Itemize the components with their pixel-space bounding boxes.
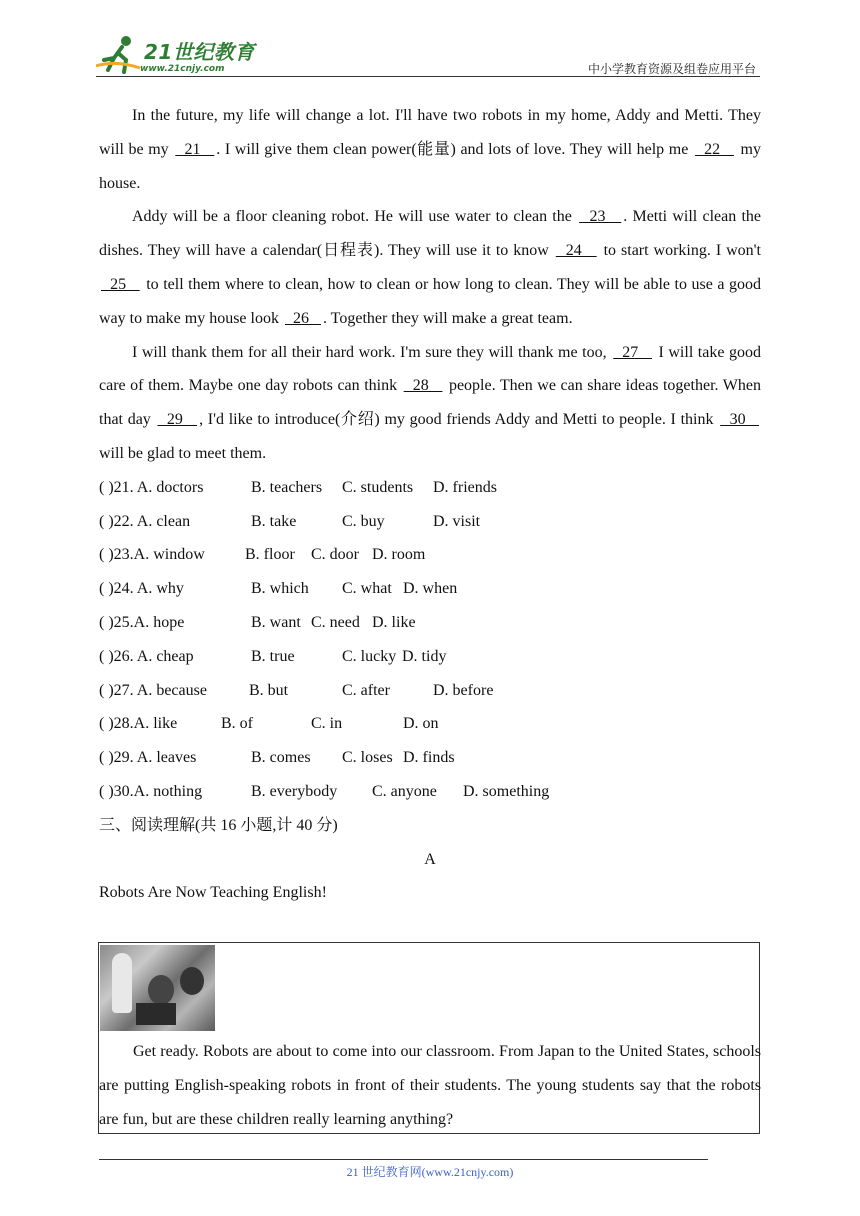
classroom-robot-photo <box>100 945 215 1031</box>
option-d: D. tidy <box>402 647 447 665</box>
passage-label: A <box>424 850 436 868</box>
passage-paragraph: Get ready. Robots are about to come into our classroom. From Japan to the United States, schools are putting English-speaking robots in front of their students. The young students say that the robots are fun, but are these children really learning anything? <box>99 1043 761 1128</box>
options-list <box>99 471 761 809</box>
option-d: D. on <box>403 715 439 733</box>
header-divider <box>96 76 760 77</box>
option-b: B. everybody <box>251 782 338 800</box>
option-b: B. true <box>251 647 295 665</box>
option-b: B. of <box>221 715 253 733</box>
blank-26: 26 <box>284 309 321 327</box>
blank-21: 21 <box>175 140 215 158</box>
cloze-text: to start working. I won't <box>598 242 762 260</box>
question-stem: ( )22. A. clean <box>99 512 191 530</box>
question-row-21 <box>99 471 761 505</box>
option-c: C. what <box>342 580 392 598</box>
blank-27: 27 <box>613 343 652 361</box>
logo-text: 21世纪教育 <box>144 40 255 64</box>
question-row-26 <box>99 640 761 674</box>
option-d: D. before <box>433 681 494 699</box>
footer-divider <box>99 1159 708 1160</box>
question-row-24 <box>99 572 761 606</box>
passage-body <box>99 1035 761 1136</box>
cloze-text: people. Then we can share ideas together. When that day <box>99 377 761 429</box>
cloze-text: . I will give them clean power(能量) and lots of love. They will help me <box>216 140 693 158</box>
cloze-text: . Together they will make a great team. <box>322 309 573 327</box>
cloze-paragraph-1 <box>99 99 761 200</box>
page-header <box>96 30 760 78</box>
option-b: B. comes <box>251 749 311 767</box>
option-c: C. in <box>311 715 343 733</box>
cloze-paragraph-2 <box>99 200 761 335</box>
question-stem: ( )29. A. leaves <box>99 749 197 767</box>
cloze-text: I will take good care of them. Maybe one day robots can think <box>99 343 762 395</box>
option-c: C. students <box>342 478 414 496</box>
passage-title: Robots Are Now Teaching English! <box>99 884 327 902</box>
cloze-text: I will thank them for all their hard work. I'm sure they will thank me too, <box>132 343 612 361</box>
question-row-29 <box>99 741 761 775</box>
option-c: C. need <box>311 613 360 631</box>
option-d: D. when <box>403 580 458 598</box>
question-stem: ( )21. A. doctors <box>99 478 204 496</box>
question-stem: ( )27. A. because <box>99 681 207 699</box>
option-b: B. floor <box>245 546 295 564</box>
blank-30: 30 <box>720 411 760 429</box>
footer-link[interactable]: 21 世纪教育网(www.21cnjy.com) <box>346 1165 514 1179</box>
passage-box <box>98 942 760 1134</box>
option-d: D. finds <box>403 749 455 767</box>
cloze-text: my house. <box>99 140 762 192</box>
question-row-25 <box>99 606 761 640</box>
blank-25: 25 <box>101 275 140 293</box>
blank-24: 24 <box>555 242 597 260</box>
question-row-28 <box>99 707 761 741</box>
page-content <box>99 99 761 910</box>
question-stem: ( )23.A. window <box>99 546 205 564</box>
blank-23: 23 <box>579 208 622 226</box>
cloze-text: . Metti will clean the dishes. They will have a calendar(日程表). They will use it to know <box>99 208 762 260</box>
question-stem: ( )30.A. nothing <box>99 782 203 800</box>
option-c: C. door <box>311 546 359 564</box>
option-b: B. which <box>251 580 309 598</box>
option-d: D. friends <box>433 478 497 496</box>
header-platform-text: 中小学教育资源及组卷应用平台 <box>587 62 756 76</box>
cloze-paragraph-3 <box>99 336 761 471</box>
option-d: D. like <box>372 613 416 631</box>
question-stem: ( )25.A. hope <box>99 613 185 631</box>
option-d: D. visit <box>433 512 481 530</box>
question-stem: ( )24. A. why <box>99 580 184 598</box>
logo-url: www.21cnjy.com <box>140 64 225 74</box>
option-c: C. loses <box>342 749 393 767</box>
question-row-23 <box>99 538 761 572</box>
option-c: C. buy <box>342 512 385 530</box>
option-c: C. lucky <box>342 647 397 665</box>
question-stem: ( )26. A. cheap <box>99 647 194 665</box>
cloze-text: to tell them where to clean, how to clean or how long to clean. They will be able to use a good way to make my house look <box>99 275 762 327</box>
question-row-30 <box>99 775 761 809</box>
cloze-text: Addy will be a floor cleaning robot. He will use water to clean the <box>132 208 578 226</box>
blank-22: 22 <box>694 140 734 158</box>
site-logo <box>96 34 266 76</box>
option-c: C. anyone <box>372 782 437 800</box>
cloze-text: In the future, my life will change a lot. I'll have two robots in my home, Addy and Metti. They will be my <box>99 107 761 158</box>
blank-28: 28 <box>403 377 443 395</box>
cloze-text: , I'd like to introduce(介绍) my good friends Addy and Metti to people. I think <box>199 411 719 429</box>
question-row-27 <box>99 674 761 708</box>
option-b: B. but <box>249 681 289 699</box>
cloze-text: will be glad to meet them. <box>99 444 267 462</box>
option-c: C. after <box>342 681 390 699</box>
option-b: B. want <box>251 613 301 631</box>
section-title: 三、阅读理解(共 16 小题,计 40 分) <box>99 816 338 834</box>
option-d: D. something <box>463 782 550 800</box>
question-stem: ( )28.A. like <box>99 715 178 733</box>
runner-logo-icon <box>96 34 142 76</box>
option-b: B. take <box>251 512 297 530</box>
blank-29: 29 <box>157 411 198 429</box>
option-b: B. teachers <box>251 478 323 496</box>
question-row-22 <box>99 505 761 539</box>
option-d: D. room <box>372 546 426 564</box>
